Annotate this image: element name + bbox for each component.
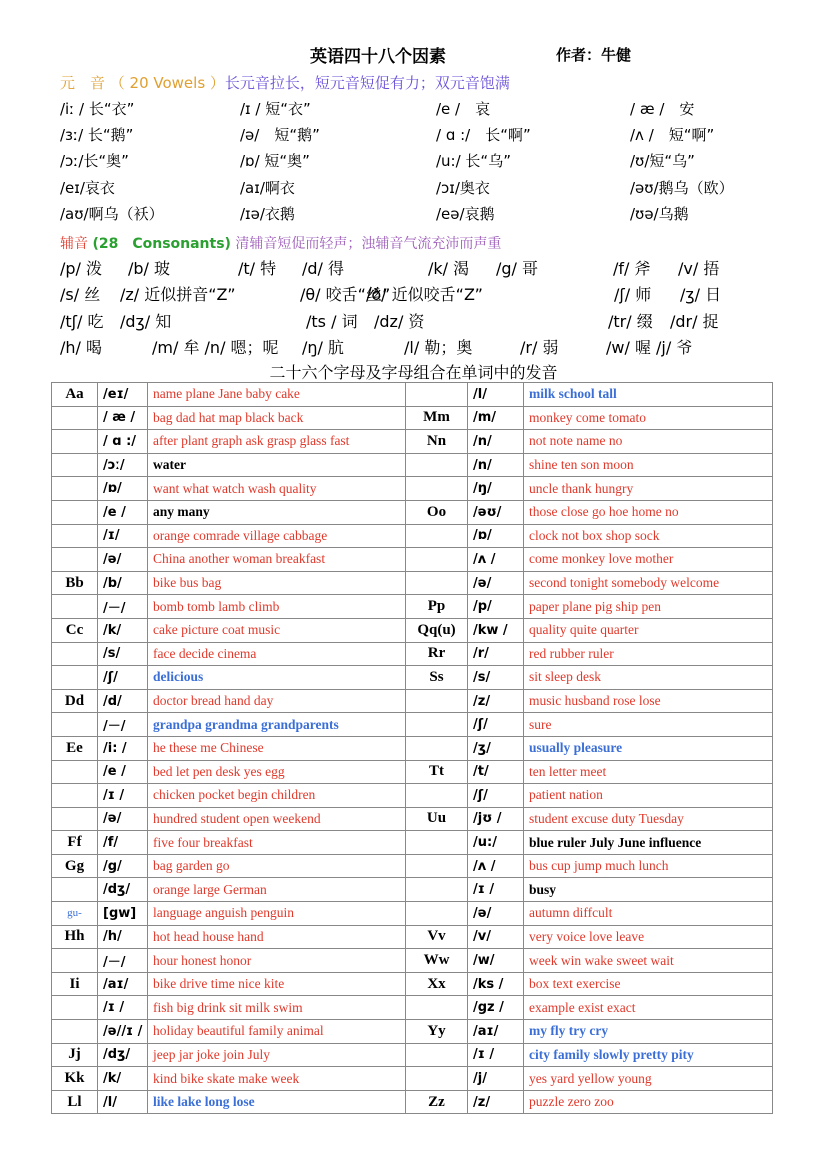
table-row xyxy=(52,453,773,477)
phoneme-cell: /z/ xyxy=(468,1090,524,1114)
example-words-cell: any many xyxy=(148,500,406,524)
example-words-cell: five four breakfast xyxy=(148,831,406,855)
consonant-item: /ts / 词 xyxy=(306,312,358,331)
example-words-cell: red rubber ruler xyxy=(524,642,773,666)
phoneme-cell: /－/ xyxy=(98,949,148,973)
vowel-item: /əʊ/鹅乌（欧） xyxy=(630,179,734,197)
example-words-cell: usually pleasure xyxy=(524,736,773,760)
example-words-cell: come monkey love mother xyxy=(524,548,773,572)
table-row xyxy=(52,878,773,902)
table-row xyxy=(52,642,773,666)
phoneme-cell: [gw] xyxy=(98,902,148,926)
phoneme-cell: /ə/ xyxy=(98,548,148,572)
phoneme-cell: /p/ xyxy=(468,595,524,619)
example-words-cell: music husband rose lose xyxy=(524,689,773,713)
letter-cell: Bb xyxy=(52,571,98,595)
example-words-cell: autumn diffcult xyxy=(524,902,773,926)
vowel-item: /ɜː/ 长“鹅” xyxy=(60,126,134,144)
phoneme-cell: /－/ xyxy=(98,595,148,619)
phoneme-cell: /v/ xyxy=(468,925,524,949)
table-row xyxy=(52,713,773,737)
consonant-item: /ʒ/ 日 xyxy=(680,285,722,304)
vowel-item: /ə/ 短“鹅” xyxy=(240,126,320,144)
vowels-heading-label: 元 音 （ 20 Vowels ） xyxy=(60,74,225,92)
letter-cell: Oo xyxy=(406,500,468,524)
letter-cell: Ee xyxy=(52,736,98,760)
letter-cell: Cc xyxy=(52,618,98,642)
phoneme-cell: /ɪ / xyxy=(468,1043,524,1067)
example-words-cell: bed let pen desk yes egg xyxy=(148,760,406,784)
letter-cell xyxy=(406,477,468,501)
consonant-item: /h/ 喝 xyxy=(60,338,103,357)
consonant-item: /dʒ/ 知 xyxy=(120,312,172,331)
vowel-item: / ɑ :/ 长“啊” xyxy=(436,126,531,144)
table-row xyxy=(52,925,773,949)
letter-cell xyxy=(406,571,468,595)
consonant-item: /θ/ 咬舌“丝” xyxy=(300,285,391,304)
table-row xyxy=(52,406,773,430)
table-row xyxy=(52,807,773,831)
vowel-row xyxy=(60,150,780,174)
example-words-cell: hundred student open weekend xyxy=(148,807,406,831)
letter-cell: Uu xyxy=(406,807,468,831)
consonant-item: /z/ 近似拼音“Z” xyxy=(120,285,236,304)
example-words-cell: bus cup jump much lunch xyxy=(524,854,773,878)
letter-cell xyxy=(406,1043,468,1067)
vowels-heading xyxy=(60,72,510,93)
table-row xyxy=(52,383,773,407)
letter-cell xyxy=(52,477,98,501)
consonant-item: /w/ 喔 /j/ 爷 xyxy=(606,338,693,357)
example-words-cell: puzzle zero zoo xyxy=(524,1090,773,1114)
example-words-cell: ten letter meet xyxy=(524,760,773,784)
table-row xyxy=(52,618,773,642)
phoneme-cell: /t/ xyxy=(468,760,524,784)
phoneme-cell: / ɑ :/ xyxy=(98,430,148,454)
consonant-item: /ŋ/ 肮 xyxy=(302,338,345,357)
consonant-item: /p/ 泼 xyxy=(60,259,103,278)
example-words-cell: grandpa grandma grandparents xyxy=(148,713,406,737)
letter-cell: Hh xyxy=(52,925,98,949)
table-row xyxy=(52,1043,773,1067)
letter-cell xyxy=(406,713,468,737)
table-row xyxy=(52,524,773,548)
phoneme-cell: /k/ xyxy=(98,1067,148,1091)
phoneme-cell: /ʃ/ xyxy=(468,713,524,737)
table-row xyxy=(52,902,773,926)
vowel-item: /ʌ / 短“啊” xyxy=(630,126,715,144)
letter-cell: Xx xyxy=(406,972,468,996)
example-words-cell: hot head house hand xyxy=(148,925,406,949)
vowels-heading-tip: 长元音拉长，短元音短促有力；双元音饱满 xyxy=(224,74,510,92)
example-words-cell: holiday beautiful family animal xyxy=(148,1020,406,1044)
consonant-item: /t/ 特 xyxy=(238,259,277,278)
example-words-cell: second tonight somebody welcome xyxy=(524,571,773,595)
example-words-cell: busy xyxy=(524,878,773,902)
phoneme-cell: /m/ xyxy=(468,406,524,430)
phoneme-cell: /ks / xyxy=(468,972,524,996)
example-words-cell: China another woman breakfast xyxy=(148,548,406,572)
consonants-heading xyxy=(60,233,501,253)
letter-cell xyxy=(406,902,468,926)
table-subtitle: 二十六个字母及字母组合在单词中的发音 xyxy=(269,363,558,382)
phoneme-cell: /ɔː/ xyxy=(98,453,148,477)
phoneme-cell: /ɪ/ xyxy=(98,524,148,548)
letter-cell xyxy=(52,500,98,524)
phoneme-cell: /ə//ɪ / xyxy=(98,1020,148,1044)
example-words-cell: week win wake sweet wait xyxy=(524,949,773,973)
vowel-item: /e / 哀 xyxy=(436,100,491,118)
letter-cell xyxy=(52,996,98,1020)
vowel-item: /u:/ 长“乌” xyxy=(436,152,511,170)
consonant-item: /s/ 丝 xyxy=(60,285,101,304)
letter-cell xyxy=(52,1020,98,1044)
phoneme-cell: /u:/ xyxy=(468,831,524,855)
letter-cell xyxy=(406,784,468,808)
phoneme-cell: /ʌ / xyxy=(468,548,524,572)
example-words-cell: not note name no xyxy=(524,430,773,454)
consonants-heading-label: 辅音 xyxy=(60,236,88,252)
example-words-cell: quality quite quarter xyxy=(524,618,773,642)
consonant-item: /m/ 牟 /n/ 嗯；呢 xyxy=(152,338,279,357)
example-words-cell: city family slowly pretty pity xyxy=(524,1043,773,1067)
phoneme-cell: /l/ xyxy=(468,383,524,407)
phoneme-cell: /gz / xyxy=(468,996,524,1020)
letter-cell xyxy=(52,595,98,619)
table-row xyxy=(52,500,773,524)
example-words-cell: my fly try cry xyxy=(524,1020,773,1044)
example-words-cell: face decide cinema xyxy=(148,642,406,666)
example-words-cell: paper plane pig ship pen xyxy=(524,595,773,619)
phoneme-cell: /d/ xyxy=(98,689,148,713)
letter-cell xyxy=(52,406,98,430)
letter-cell: Qq(u) xyxy=(406,618,468,642)
example-words-cell: bike bus bag xyxy=(148,571,406,595)
phoneme-cell: /e / xyxy=(98,500,148,524)
letter-cell: Mm xyxy=(406,406,468,430)
table-row xyxy=(52,477,773,501)
letter-cell: gu- xyxy=(52,902,98,926)
consonant-item: /tʃ/ 吃 xyxy=(60,312,104,331)
example-words-cell: sure xyxy=(524,713,773,737)
example-words-cell: chicken pocket begin children xyxy=(148,784,406,808)
table-row xyxy=(52,430,773,454)
phoneme-cell: /ɒ/ xyxy=(98,477,148,501)
phoneme-cell: /j/ xyxy=(468,1067,524,1091)
vowel-item: /ʊə/乌鹅 xyxy=(630,205,689,223)
example-words-cell: monkey come tomato xyxy=(524,406,773,430)
example-words-cell: hour honest honor xyxy=(148,949,406,973)
vowel-row xyxy=(60,203,780,227)
phoneme-cell: /əʊ/ xyxy=(468,500,524,524)
phoneme-cell: /l/ xyxy=(98,1090,148,1114)
phoneme-cell: / æ / xyxy=(98,406,148,430)
phoneme-cell: /z/ xyxy=(468,689,524,713)
table-row xyxy=(52,1090,773,1114)
letter-cell xyxy=(52,784,98,808)
table-row xyxy=(52,972,773,996)
header xyxy=(0,42,827,68)
consonant-item: /f/ 斧 xyxy=(613,259,651,278)
letter-cell: Yy xyxy=(406,1020,468,1044)
example-words-cell: doctor bread hand day xyxy=(148,689,406,713)
table-row xyxy=(52,1020,773,1044)
example-words-cell: he these me Chinese xyxy=(148,736,406,760)
example-words-cell: those close go hoe home no xyxy=(524,500,773,524)
letter-cell xyxy=(406,383,468,407)
vowel-item: /eɪ/哀衣 xyxy=(60,179,115,197)
letter-cell xyxy=(406,524,468,548)
table-row xyxy=(52,760,773,784)
consonant-row xyxy=(60,256,780,282)
phoneme-cell: /ɒ/ xyxy=(468,524,524,548)
example-words-cell: language anguish penguin xyxy=(148,902,406,926)
phoneme-cell: /n/ xyxy=(468,430,524,454)
letter-cell xyxy=(52,666,98,690)
phoneme-cell: /k/ xyxy=(98,618,148,642)
consonant-row xyxy=(60,335,780,361)
example-words-cell: bomb tomb lamb climb xyxy=(148,595,406,619)
vowel-row xyxy=(60,177,780,201)
consonant-item: /tr/ 缀 xyxy=(608,312,653,331)
table-row xyxy=(52,1067,773,1091)
vowel-row xyxy=(60,98,780,122)
vowel-item: /iː / 长“衣” xyxy=(60,100,135,118)
letter-cell xyxy=(406,854,468,878)
example-words-cell: want what watch wash quality xyxy=(148,477,406,501)
example-words-cell: patient nation xyxy=(524,784,773,808)
phoneme-cell: /w/ xyxy=(468,949,524,973)
table-row xyxy=(52,548,773,572)
phoneme-cell: /f/ xyxy=(98,831,148,855)
letter-cell: Rr xyxy=(406,642,468,666)
example-words-cell: jeep jar joke join July xyxy=(148,1043,406,1067)
letter-cell xyxy=(406,831,468,855)
letter-cell: Aa xyxy=(52,383,98,407)
letter-cell xyxy=(406,453,468,477)
consonant-item: /ð/ 近似咬舌“Z” xyxy=(366,285,483,304)
example-words-cell: bag garden go xyxy=(148,854,406,878)
phoneme-cell: /ɪ / xyxy=(468,878,524,902)
phoneme-cell: /ʃ/ xyxy=(98,666,148,690)
example-words-cell: shine ten son moon xyxy=(524,453,773,477)
example-words-cell: sit sleep desk xyxy=(524,666,773,690)
phoneme-cell: /ʃ/ xyxy=(468,784,524,808)
consonant-item: /g/ 哥 xyxy=(496,259,539,278)
example-words-cell: very voice love leave xyxy=(524,925,773,949)
phoneme-cell: /aɪ/ xyxy=(468,1020,524,1044)
vowel-item: / æ / 安 xyxy=(630,100,695,118)
example-words-cell: student excuse duty Tuesday xyxy=(524,807,773,831)
letter-cell: Dd xyxy=(52,689,98,713)
consonant-item: /b/ 玻 xyxy=(128,259,171,278)
phoneme-cell: /－/ xyxy=(98,713,148,737)
example-words-cell: yes yard yellow young xyxy=(524,1067,773,1091)
phoneme-cell: /ɪ / xyxy=(98,996,148,1020)
table-row xyxy=(52,784,773,808)
letter-cell: Nn xyxy=(406,430,468,454)
letter-cell: Zz xyxy=(406,1090,468,1114)
letter-cell xyxy=(52,453,98,477)
table-row xyxy=(52,595,773,619)
phoneme-cell: /dʒ/ xyxy=(98,1043,148,1067)
example-words-cell: delicious xyxy=(148,666,406,690)
example-words-cell: like lake long lose xyxy=(148,1090,406,1114)
phoneme-cell: /kw / xyxy=(468,618,524,642)
letter-cell xyxy=(52,642,98,666)
table-row xyxy=(52,949,773,973)
table-row xyxy=(52,736,773,760)
letter-cell: Pp xyxy=(406,595,468,619)
letter-cell xyxy=(406,1067,468,1091)
letter-cell: Gg xyxy=(52,854,98,878)
example-words-cell: orange comrade village cabbage xyxy=(148,524,406,548)
example-words-cell: after plant graph ask grasp glass fast xyxy=(148,430,406,454)
vowel-item: /ɔː/长“奥” xyxy=(60,152,129,170)
letter-cell xyxy=(52,949,98,973)
letter-cell: Vv xyxy=(406,925,468,949)
vowel-item: /ʊ/短“乌” xyxy=(630,152,695,170)
vowel-item: /eə/哀鹅 xyxy=(436,205,495,223)
consonant-item: /k/ 渴 xyxy=(428,259,470,278)
letter-cell: Jj xyxy=(52,1043,98,1067)
letter-cell: Ww xyxy=(406,949,468,973)
vowel-item: /aʊ/啊乌（袄） xyxy=(60,205,164,223)
letter-cell xyxy=(52,430,98,454)
phoneme-cell: /r/ xyxy=(468,642,524,666)
vowel-row xyxy=(60,124,780,148)
letter-cell: Ss xyxy=(406,666,468,690)
phoneme-cell: /i: / xyxy=(98,736,148,760)
letter-cell xyxy=(52,713,98,737)
example-words-cell: clock not box shop sock xyxy=(524,524,773,548)
letter-cell: Ii xyxy=(52,972,98,996)
phoneme-cell: /e / xyxy=(98,760,148,784)
consonants-heading-tip: 清辅音短促而轻声；浊辅音气流充沛而声重 xyxy=(235,236,502,252)
page-title: 英语四十八个因素 xyxy=(310,47,446,67)
consonant-item: /l/ 勒；奥 xyxy=(404,338,473,357)
vowel-item: /ɒ/ 短“奥” xyxy=(240,152,310,170)
phoneme-cell: /b/ xyxy=(98,571,148,595)
phoneme-cell: /dʒ/ xyxy=(98,878,148,902)
letter-cell xyxy=(52,878,98,902)
example-words-cell: name plane Jane baby cake xyxy=(148,383,406,407)
letter-pronunciation-table xyxy=(51,382,773,1114)
phoneme-cell: /ə/ xyxy=(468,571,524,595)
letter-cell: Kk xyxy=(52,1067,98,1091)
phoneme-cell: /ʒ/ xyxy=(468,736,524,760)
phoneme-cell: /ʌ / xyxy=(468,854,524,878)
table-row xyxy=(52,996,773,1020)
table-row xyxy=(52,689,773,713)
letter-cell xyxy=(406,548,468,572)
vowel-item: /ɪə/衣鹅 xyxy=(240,205,295,223)
example-words-cell: orange large German xyxy=(148,878,406,902)
example-words-cell: fish big drink sit milk swim xyxy=(148,996,406,1020)
example-words-cell: blue ruler July June influence xyxy=(524,831,773,855)
letter-cell xyxy=(52,548,98,572)
example-words-cell: example exist exact xyxy=(524,996,773,1020)
consonant-item: /dz/ 资 xyxy=(374,312,425,331)
phoneme-cell: /eɪ/ xyxy=(98,383,148,407)
phoneme-cell: /s/ xyxy=(98,642,148,666)
consonant-item: /r/ 弱 xyxy=(520,338,559,357)
phoneme-cell: /n/ xyxy=(468,453,524,477)
example-words-cell: bike drive time nice kite xyxy=(148,972,406,996)
letter-cell xyxy=(52,760,98,784)
letter-cell xyxy=(52,524,98,548)
letter-cell: Ll xyxy=(52,1090,98,1114)
letter-cell: Ff xyxy=(52,831,98,855)
example-words-cell: cake picture coat music xyxy=(148,618,406,642)
letter-cell: Tt xyxy=(406,760,468,784)
letter-cell xyxy=(406,878,468,902)
letter-cell xyxy=(406,689,468,713)
author-label: 作者：牛健 xyxy=(556,46,632,64)
example-words-cell: milk school tall xyxy=(524,383,773,407)
example-words-cell: box text exercise xyxy=(524,972,773,996)
example-words-cell: water xyxy=(148,453,406,477)
phoneme-cell: /ə/ xyxy=(468,902,524,926)
example-words-cell: bag dad hat map black back xyxy=(148,406,406,430)
phoneme-cell: /s/ xyxy=(468,666,524,690)
consonant-item: /v/ 捂 xyxy=(678,259,720,278)
phoneme-cell: /g/ xyxy=(98,854,148,878)
table-row xyxy=(52,831,773,855)
phoneme-cell: /aɪ/ xyxy=(98,972,148,996)
letter-cell xyxy=(406,736,468,760)
vowel-item: /ɔɪ/奥衣 xyxy=(436,179,490,197)
table-row xyxy=(52,571,773,595)
phoneme-cell: /h/ xyxy=(98,925,148,949)
consonant-row xyxy=(60,309,780,335)
table-row xyxy=(52,854,773,878)
vowel-item: /aɪ/啊衣 xyxy=(240,179,295,197)
table-row xyxy=(52,666,773,690)
phoneme-cell: /ɪ / xyxy=(98,784,148,808)
example-words-cell: kind bike skate make week xyxy=(148,1067,406,1091)
consonant-item: /ʃ/ 师 xyxy=(614,285,652,304)
consonants-heading-count: (28 Consonants) xyxy=(92,236,231,252)
phoneme-cell: /ə/ xyxy=(98,807,148,831)
phoneme-cell: /ŋ/ xyxy=(468,477,524,501)
letter-cell xyxy=(406,996,468,1020)
consonant-row xyxy=(60,282,780,308)
vowel-item: /ɪ / 短“衣” xyxy=(240,100,311,118)
phoneme-cell: /jʊ / xyxy=(468,807,524,831)
consonant-item: /d/ 得 xyxy=(302,259,345,278)
consonant-item: /dr/ 捉 xyxy=(670,312,719,331)
example-words-cell: uncle thank hungry xyxy=(524,477,773,501)
letter-cell xyxy=(52,807,98,831)
